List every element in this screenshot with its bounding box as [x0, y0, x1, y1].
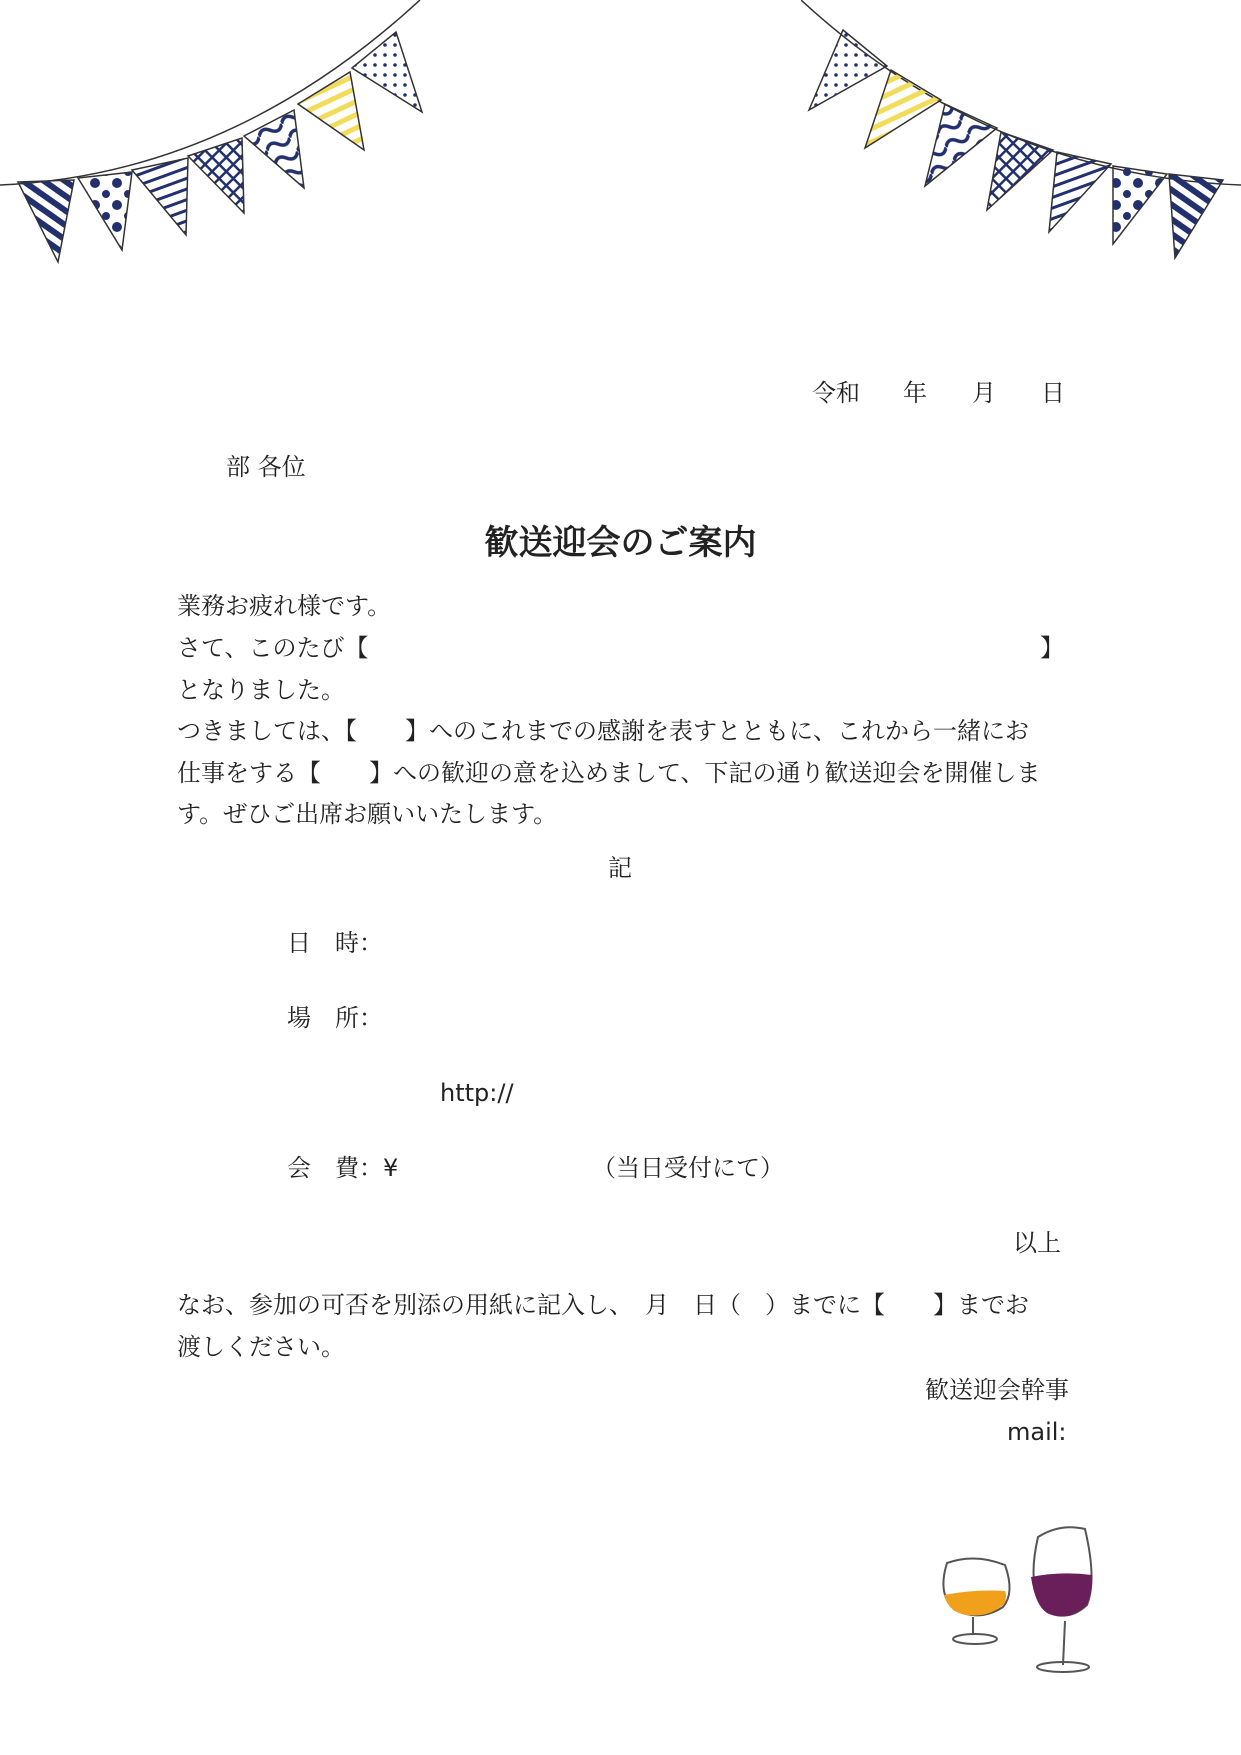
- organizer-name: 歓送迎会幹事: [925, 1376, 1069, 1404]
- body-line3: となりました。: [177, 676, 345, 704]
- wine-glasses-icon: [935, 1525, 1115, 1675]
- date-year: 年: [903, 379, 927, 407]
- body-greeting: 業務お疲れ様です。: [177, 592, 392, 620]
- date-day: 日: [1041, 379, 1065, 407]
- organizer-mail: mail:: [1007, 1418, 1067, 1446]
- fee-label: 会 費：¥: [287, 1154, 399, 1182]
- closing-ijou: 以上: [1013, 1229, 1061, 1257]
- page-title: 歓送迎会のご案内: [484, 523, 757, 563]
- fee-note: （当日受付にて）: [592, 1154, 784, 1182]
- bunting-left-decoration: [0, 0, 440, 270]
- footer-line1: なお、参加の可否を別添の用紙に記入し、 月 日（ ）までに【 】までお: [177, 1291, 1029, 1319]
- body-line4: つきましては、【 】へのこれまでの感謝を表すとともに、これから一緒にお: [177, 717, 1029, 745]
- body-line2-start: さて、このたび【: [177, 634, 369, 662]
- date-month: 月: [972, 379, 996, 407]
- addressee: 部 各位: [226, 453, 306, 481]
- date-era: 令和: [812, 379, 860, 407]
- ki-heading: 記: [608, 854, 632, 882]
- datetime-label: 日 時：: [287, 929, 383, 957]
- body-line2-end: 】: [1040, 634, 1064, 662]
- body-line5: 仕事をする【 】への歓迎の意を込めまして、下記の通り歓送迎会を開催しま: [177, 759, 1041, 787]
- footer-line2: 渡しください。: [177, 1333, 345, 1361]
- place-url: http://: [440, 1079, 514, 1107]
- body-line6: す。ぜひご出席お願いいたします。: [177, 800, 558, 828]
- place-label: 場 所：: [287, 1004, 383, 1032]
- bunting-right-decoration: [801, 0, 1241, 270]
